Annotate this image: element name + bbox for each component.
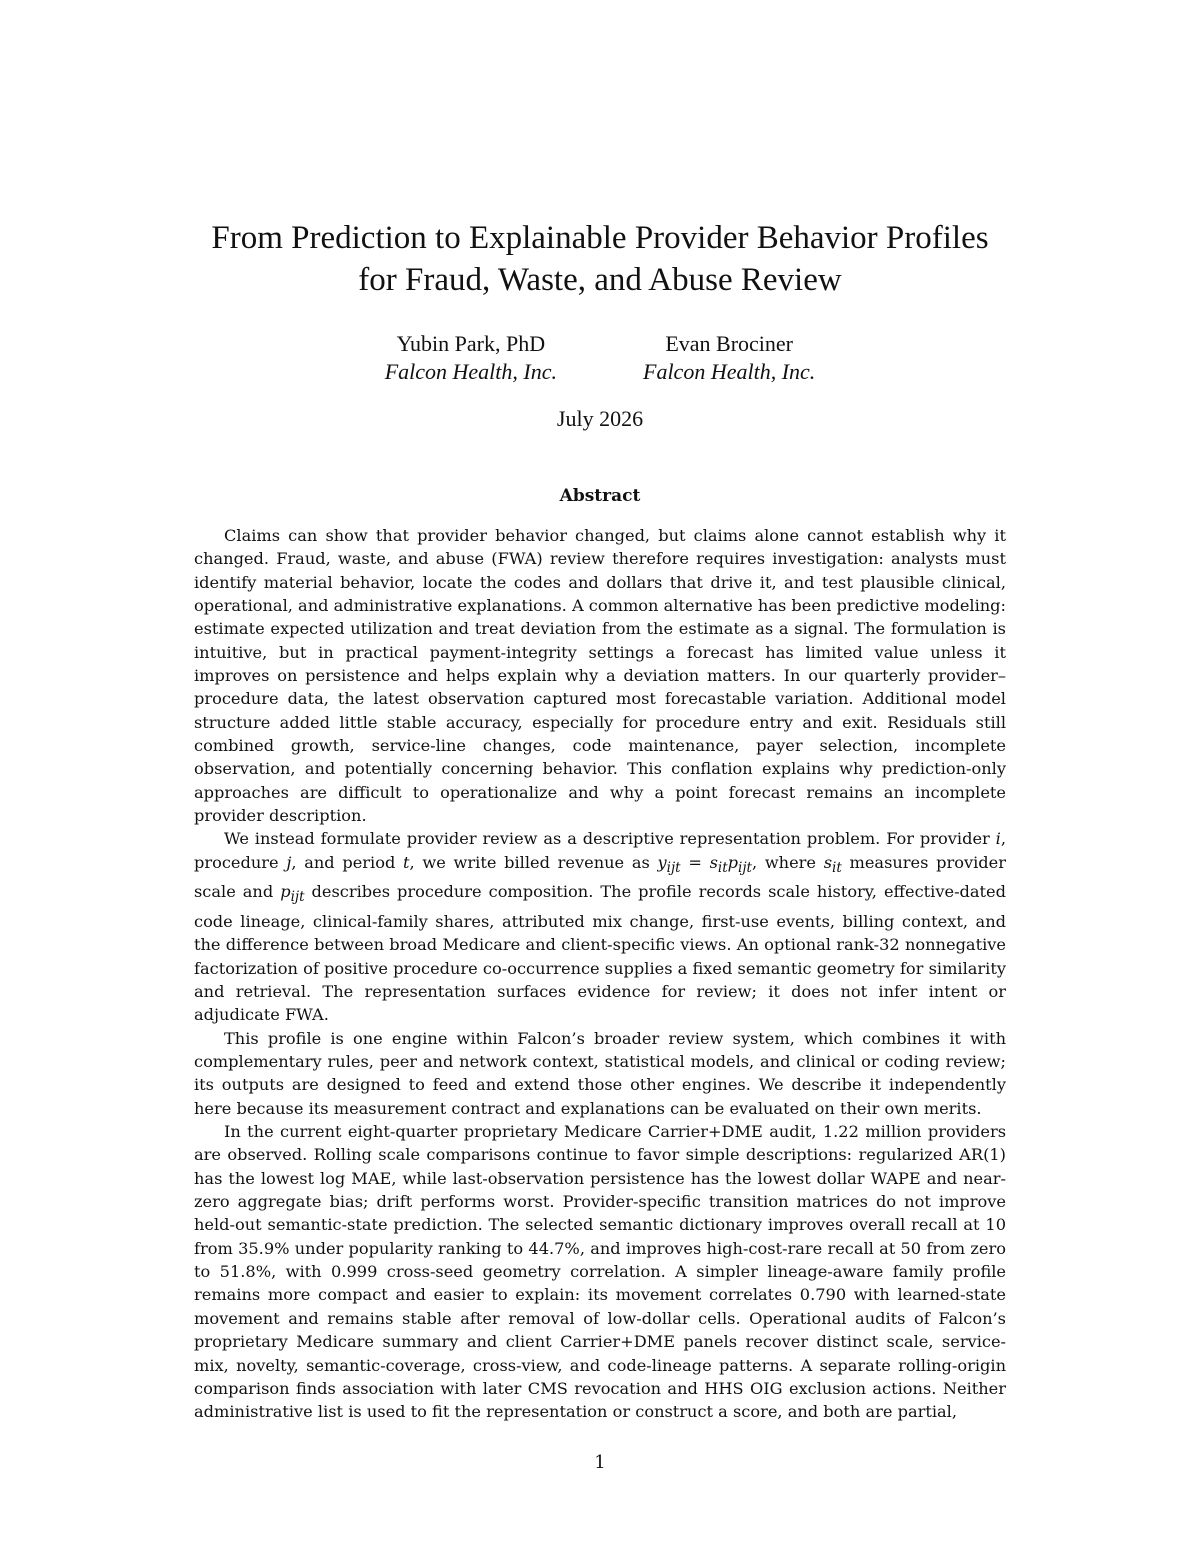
abstract-paragraph-1: Claims can show that provider behavior changed, but claims alone cannot establish why it changed. Fraud, waste, and abuse (FWA) review therefore requires investigation: analysts must identify material behavior, locate the codes and dollars that drive it, and test plausible clinical, operational, and administrative explanations. A common alternative has been predictive modeling: estimate expected utilization and treat deviation from the estimate as a signal. The formulation is intuitive, but in practical payment-integrity settings a forecast has limited value unless it improves on persistence and helps explain why a deviation matters. In our quarterly provider–procedure data, the latest observation captured most forecastable variation. Additional model structure added little stable accuracy, especially for procedure entry and exit. Residuals still combined growth, service-line changes, code maintenance, payer selection, incomplete observation, and potentially concerning behavior. This conflation explains why prediction-only approaches are difficult to operationalize and why a point forecast remains an incomplete provider description.	[194, 526, 1006, 826]
page-number: 1	[594, 1452, 606, 1473]
author-block	[0, 330, 1200, 386]
title-line-1: From Prediction to Explainable Provider Behavior Profiles	[211, 220, 989, 256]
author-name: Evan Brociner	[665, 331, 793, 356]
author-2	[643, 330, 815, 386]
math-j: j	[286, 852, 292, 872]
author-affiliation: Falcon Health, Inc.	[643, 359, 816, 384]
abstract-paragraph-4: In the current eight-quarter proprietary Medicare Carrier+DME audit, 1.22 million providers are observed. Rolling scale comparisons continue to favor simple descriptions: regularized AR(1) has the lowest log MAE, while last-observation persistence has the lowest dollar WAPE and near-zero aggregate bias; drift performs worst. Provider-specific transition matrices do not improve held-out semantic-state prediction. The selected semantic dictionary improves overall recall at 10 from 35.9% under popularity ranking to 44.7%, and improves high-cost-rare recall at 50 from zero to 51.8%, with 0.999 cross-seed geometry correlation. A simpler lineage-aware family profile remains more compact and easier to explain: its movement correlates 0.790 with learned-state movement and remains stable after removal of low-dollar cells. Operational audits of Falcon’s proprietary Medicare summary and client Carrier+DME panels recover distinct scale, service-mix, novelty, semantic-coverage, cross-view, and code-lineage patterns. A separate rolling-origin comparison finds association with later CMS revocation and HHS OIG exclusion actions. Neither administrative list is used to fit the representation or construct a score, and both are partial,	[194, 1122, 1006, 1422]
math-s: $s_{it}$	[823, 852, 842, 877]
math-i: i	[995, 829, 1001, 849]
math-p: $p_{ijt}$	[280, 882, 305, 906]
abstract-heading: Abstract	[559, 486, 641, 506]
paper-title	[0, 217, 1200, 301]
abstract-paragraph-3: This profile is one engine within Falcon’s broader review system, which combines it with complementary rules, peer and network context, statistical models, and clinical or coding review; its outputs are designed to feed and extend those other engines. We describe it independently here because its measurement contract and explanations can be evaluated on their own merits.	[194, 1028, 1006, 1118]
title-line-2: for Fraud, Waste, and Abuse Review	[358, 262, 842, 298]
math-t: t	[403, 852, 410, 872]
math-equation: $y_{ijt} = s_{it}p_{ijt}$	[657, 852, 752, 877]
author-name: Yubin Park, PhD	[396, 331, 546, 356]
author-affiliation: Falcon Health, Inc.	[384, 359, 557, 384]
author-1	[385, 330, 557, 386]
abstract-body	[194, 524, 1006, 1424]
abstract-paragraph-2: We instead formulate provider review as a descriptive representation problem. For provider i, procedure j, and period t, we write billed revenue as $y_{ijt} = s_{it}p_{ijt}$, where $s_{it}$ measures provider scale and $p_{ijt}$ describes procedure composition. The profile records scale history, effective-dated code lineage, clinical-family shares, attributed mix change, first-use events, billing context, and the difference between broad Medicare and client-specific views. An optional rank-32 nonnegative factorization of positive procedure co-occurrence supplies a fixed semantic geometry for similarity and retrieval. The representation surfaces evidence for review; it does not infer intent or adjudicate FWA.	[194, 829, 1007, 1025]
publication-date: July 2026	[556, 406, 644, 431]
